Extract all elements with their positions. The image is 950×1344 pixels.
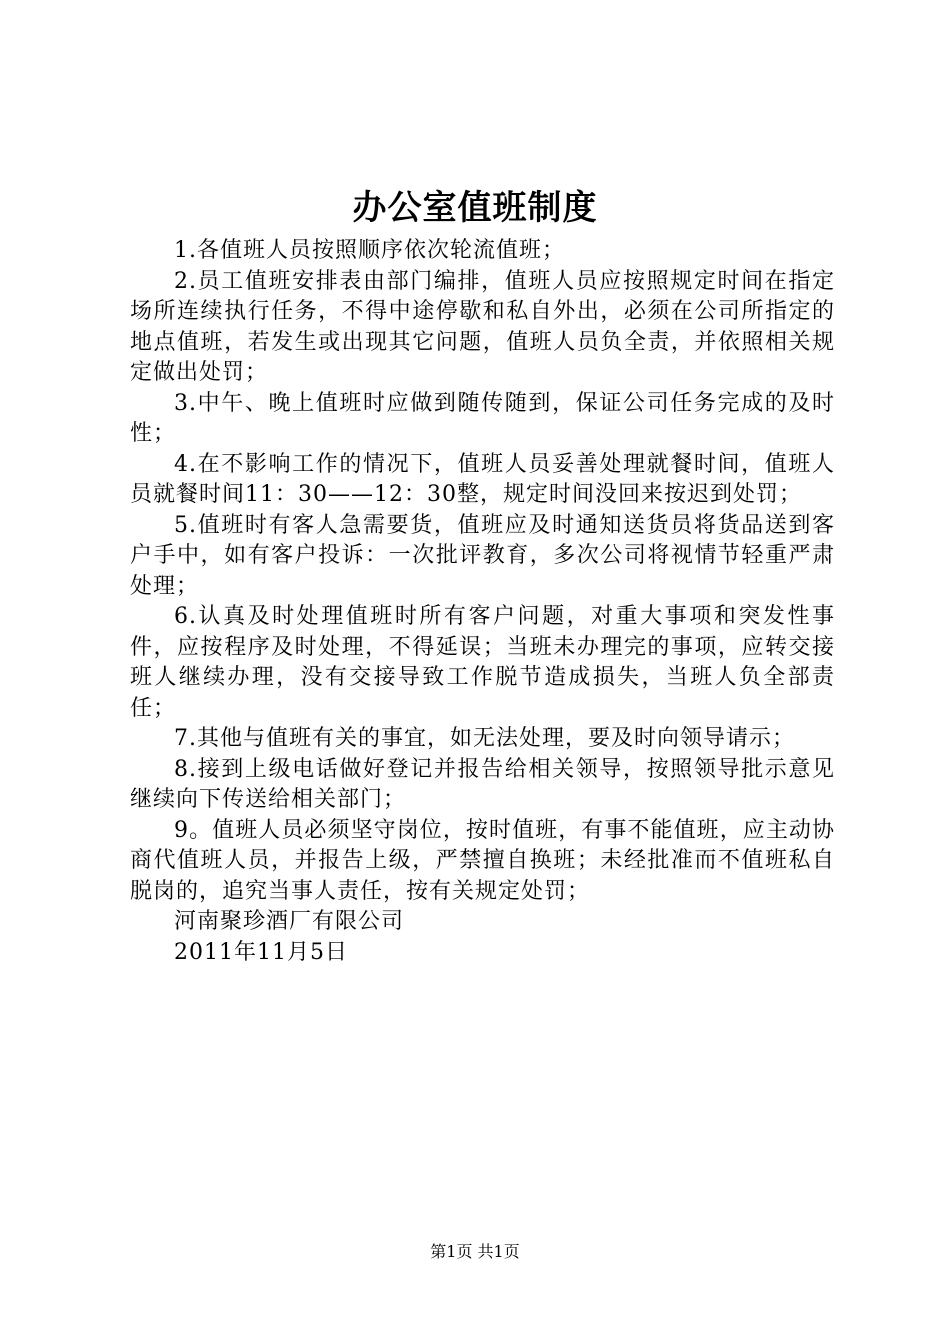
rule-paragraph-1: 1.各值班人员按照顺序依次轮流值班； bbox=[174, 238, 565, 263]
rule-paragraph-6: 6.认真及时处理值班时所有客户问题，对重大事项和突发性事件，应按程序及时处理，不得延误；当班未办理完的事项，应转交接班人继续办理，没有交接导致工作脱节造成损失，当班人负全部责任； bbox=[130, 604, 835, 721]
rule-paragraph-4: 4.在不影响工作的情况下，值班人员妥善处理就餐时间，值班人员就餐时间11：30——12：30整，规定时间没回来按迟到处罚； bbox=[130, 451, 835, 507]
page-number-footer: 第1页 共1页 bbox=[430, 1242, 520, 1261]
rule-paragraph-7: 7.其他与值班有关的事宜，如无法处理，要及时向领导请示； bbox=[174, 726, 795, 751]
rule-paragraph-9: 9。值班人员必须坚守岗位，按时值班，有事不能值班，应主动协商代值班人员，并报告上级，严禁擅自换班；未经批准而不值班私自脱岗的，追究当事人责任，按有关规定处罚； bbox=[130, 817, 835, 904]
rule-paragraph-5: 5.值班时有客人急需要货，值班应及时通知送货员将货品送到客户手中，如有客户投诉：一次批评教育，多次公司将视情节轻重严肃处理； bbox=[130, 512, 835, 599]
document-body bbox=[130, 236, 835, 968]
rule-paragraph-2: 2.员工值班安排表由部门编排，值班人员应按照规定时间在指定场所连续执行任务，不得中途停歇和私自外出，必须在公司所指定的地点值班，若发生或出现其它问题，值班人员负全责，并依照相关规定做出处罚； bbox=[130, 268, 835, 385]
company-signature: 河南聚珍酒厂有限公司 bbox=[174, 909, 405, 934]
document-title: 办公室值班制度 bbox=[352, 188, 598, 228]
rule-paragraph-8: 8.接到上级电话做好登记并报告给相关领导，按照领导批示意见继续向下传送给相关部门； bbox=[130, 756, 835, 812]
document-date: 2011年11月5日 bbox=[174, 939, 348, 965]
rule-paragraph-3: 3.中午、晚上值班时应做到随传随到，保证公司任务完成的及时性； bbox=[130, 390, 835, 446]
